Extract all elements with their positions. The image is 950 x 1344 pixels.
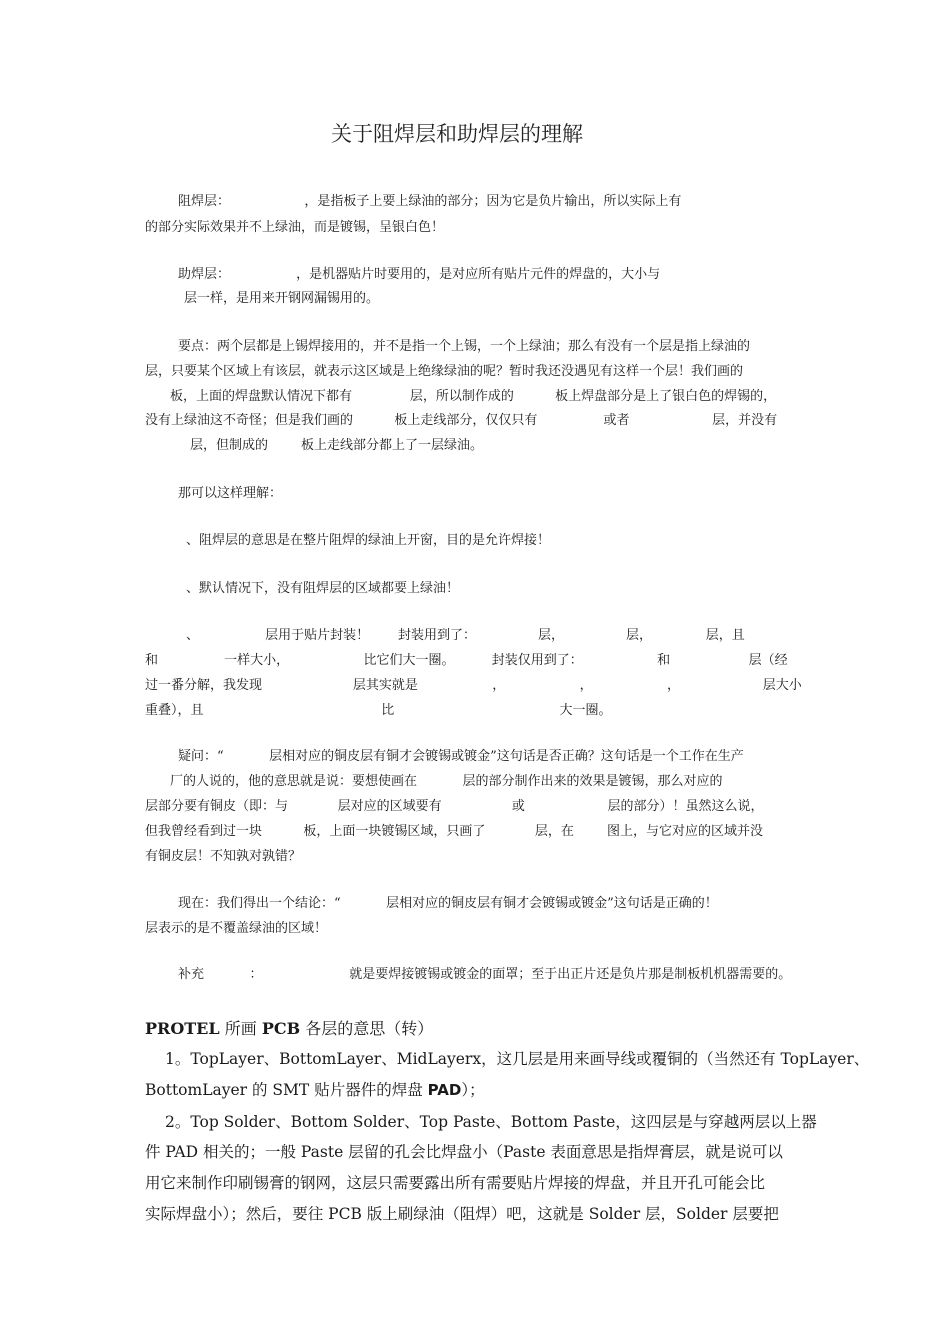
heading-text: 所画 — [219, 1019, 262, 1038]
text-line: 阻焊层： ，是指板子上要上绿油的部分；因为它是负片输出，所以实际上有 — [178, 194, 682, 209]
text-line: 、默认情况下，没有阻焊层的区域都要上绿油！ — [186, 581, 460, 596]
heading-protel: PROTEL — [145, 1019, 220, 1038]
text-line: 那可以这样理解： — [178, 486, 283, 501]
text-line: 层一样，是用来开钢网漏锡用的。 — [184, 291, 380, 306]
text-line: 层，但制成的 板上走线部分都上了一层绿油。 — [190, 438, 484, 453]
text-line: 助焊层： ，是机器贴片时要用的，是对应所有贴片元件的焊盘的，大小与 — [178, 267, 661, 282]
text-line: 层部分要有铜皮（即：与 层对应的区域要有 或 层的部分）！虽然这么说， — [145, 799, 764, 814]
text-line: 过一番分解，我发现 层其实就是 ， ， ， 层大小 — [145, 678, 802, 693]
body-line: 2。Top Solder、Bottom Solder、Top Paste、Bottom Paste，这四层是与穿越两层以上器 — [165, 1113, 817, 1131]
text-line: 板，上面的焊盘默认情况下都有 层，所以制作成的 板上焊盘部分是上了银白色的焊锡的， — [170, 389, 777, 404]
body-line — [145, 1083, 485, 1099]
text-line: 层，只要某个区域上有该层，就表示这区域是上绝缘绿油的呢？暂时我还没遇见有这样一个层！我们画的 — [145, 364, 744, 379]
text-line: 要点：两个层都是上锡焊接用的，并不是指一个上锡，一个上绿油；那么有没有一个层是指上绿油的 — [178, 339, 751, 354]
heading-pcb: PCB — [261, 1019, 301, 1038]
text-line: 、 层用于贴片封装！ 封装用到了： 层， 层， 层，且 — [186, 628, 745, 643]
body-line: 1。TopLayer、BottomLayer、MidLayerx，这几层是用来画导线或覆铜的（当然还有 TopLayer、 — [165, 1050, 870, 1068]
body-line-text: BottomLayer 的 SMT 贴片器件的焊盘 — [145, 1081, 428, 1099]
document-title: 关于阻焊层和助焊层的理解 — [331, 122, 583, 146]
text-line: 没有上绿油这不奇怪；但是我们画的 板上走线部分，仅仅只有 或者 层，并没有 — [145, 413, 778, 428]
body-line-tail: ）； — [461, 1081, 485, 1099]
text-line: 厂的人说的，他的意思就是说：要想使画在 层的部分制作出来的效果是镀锡，那么对应的 — [170, 774, 723, 789]
text-line: 疑问：“ 层相对应的铜皮层有铜才会镀锡或镀金”这句话是否正确？这句话是一个工作在生产 — [178, 749, 744, 764]
pad-label: PAD — [427, 1081, 462, 1099]
text-line: 、阻焊层的意思是在整片阻焊的绿油上开窗，目的是允许焊接！ — [186, 533, 551, 548]
text-line: 和 一样大小， 比它们大一圈。 封装仅用到了： 和 层（经 — [145, 653, 788, 668]
text-line: 现在：我们得出一个结论：“ 层相对应的铜皮层有铜才会镀锡或镀金”这句话是正确的！ — [178, 896, 718, 911]
body-line: 实际焊盘小）；然后，要往 PCB 版上刷绿油（阻焊）吧，这就是 Solder 层，Solder 层要把 — [145, 1205, 779, 1223]
text-line: 重叠），且 比 大一圈。 — [145, 703, 612, 718]
text-line: 的部分实际效果并不上绿油，而是镀锡，呈银白色！ — [145, 220, 445, 235]
body-line: 件 PAD 相关的；一般 Paste 层留的孔会比焊盘小（Paste 表面意思是指焊膏层，就是说可以 — [145, 1143, 783, 1161]
text-line: 补充 ： 就是要焊接镀锡或镀金的面罩；至于出正片还是负片那是制板机机器需要的。 — [178, 967, 792, 982]
heading-text-tail: 各层的意思（转） — [300, 1019, 434, 1038]
text-line: 层表示的是不覆盖绿油的区域！ — [145, 921, 328, 936]
text-line: 有铜皮层！不知孰对孰错？ — [145, 849, 302, 864]
text-line: 但我曾经看到过一块 板，上面一块镀锡区域，只画了 层，在 图上，与它对应的区域并没 — [145, 824, 763, 839]
body-line: 用它来制作印刷锡膏的钢网，这层只需要露出所有需要贴片焊接的焊盘，并且开孔可能会比 — [145, 1174, 766, 1192]
section-heading — [145, 1021, 433, 1037]
